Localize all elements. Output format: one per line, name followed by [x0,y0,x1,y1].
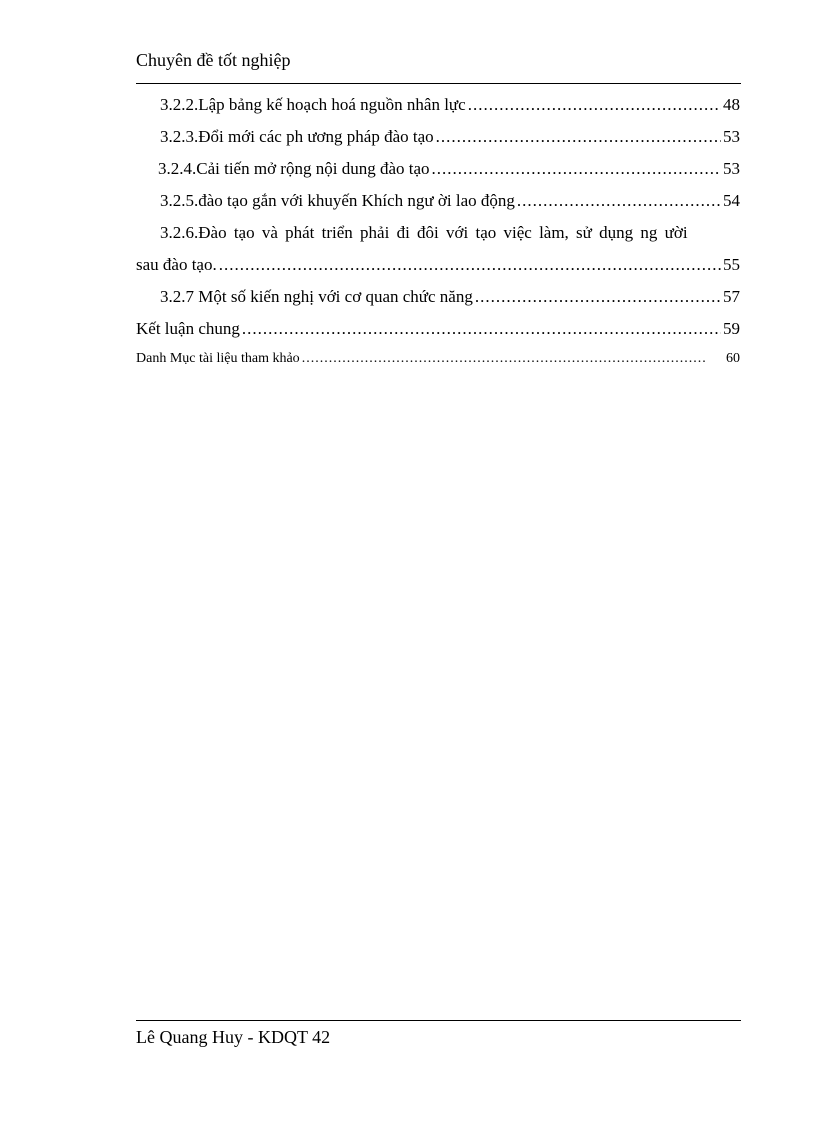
toc-entry-title-line1: 3.2.6.Đào tạo và phát triển phải đi đôi với tạo việc làm, sử dụng ng ười [160,223,688,242]
document-footer-author: Lê Quang Huy - KDQT 42 [136,1027,331,1047]
toc-entry-title: 3.2.4.Cải tiến mở rộng nội dung đào tạo [158,159,430,178]
toc-leader-dots [219,255,721,275]
toc-entry-page: 53 [723,127,740,146]
toc-entry [136,95,740,127]
table-of-contents [136,95,740,379]
toc-leader-dots [517,191,721,211]
toc-leader-dots [468,95,721,115]
toc-leader-dots [302,351,706,367]
toc-entry-page: 48 [723,95,740,114]
toc-entry [136,127,740,159]
toc-entry [136,319,740,351]
toc-entry-title: 3.2.7 Một số kiến nghị với cơ quan chức năng [160,287,473,306]
toc-entry [136,159,740,191]
toc-leader-dots [436,127,721,147]
toc-entry-title: Danh Mục tài liệu tham khảo [136,351,300,366]
toc-entry-page: 59 [723,319,740,338]
toc-entry-title: 3.2.3.Đổi mới các ph ương pháp đào tạo [160,127,434,146]
toc-entry-page: 55 [723,255,740,274]
toc-leader-dots [432,159,721,179]
toc-entry [136,191,740,223]
toc-entry-wrapped-line [136,223,740,255]
toc-entry-title: 3.2.5.đào tạo gắn với khuyến Khích ngư ời lao động [160,191,515,210]
toc-leader-dots [242,319,721,339]
toc-entry [136,287,740,319]
toc-entry-page: 54 [723,191,740,210]
header-divider [136,83,741,84]
footer-divider [136,1020,741,1021]
toc-entry [136,351,740,379]
toc-entry-page: 57 [723,287,740,306]
toc-entry-page: 60 [726,351,740,366]
toc-leader-dots [475,287,721,307]
document-header-title: Chuyên đề tốt nghiệp [136,50,291,70]
toc-entry-title-line2: sau đào tạo. [136,255,217,274]
toc-entry-title: 3.2.2.Lập bảng kế hoạch hoá nguồn nhân lực [160,95,466,114]
toc-entry [136,255,740,287]
toc-entry-title: Kết luận chung [136,319,240,338]
toc-entry-page: 53 [723,159,740,178]
